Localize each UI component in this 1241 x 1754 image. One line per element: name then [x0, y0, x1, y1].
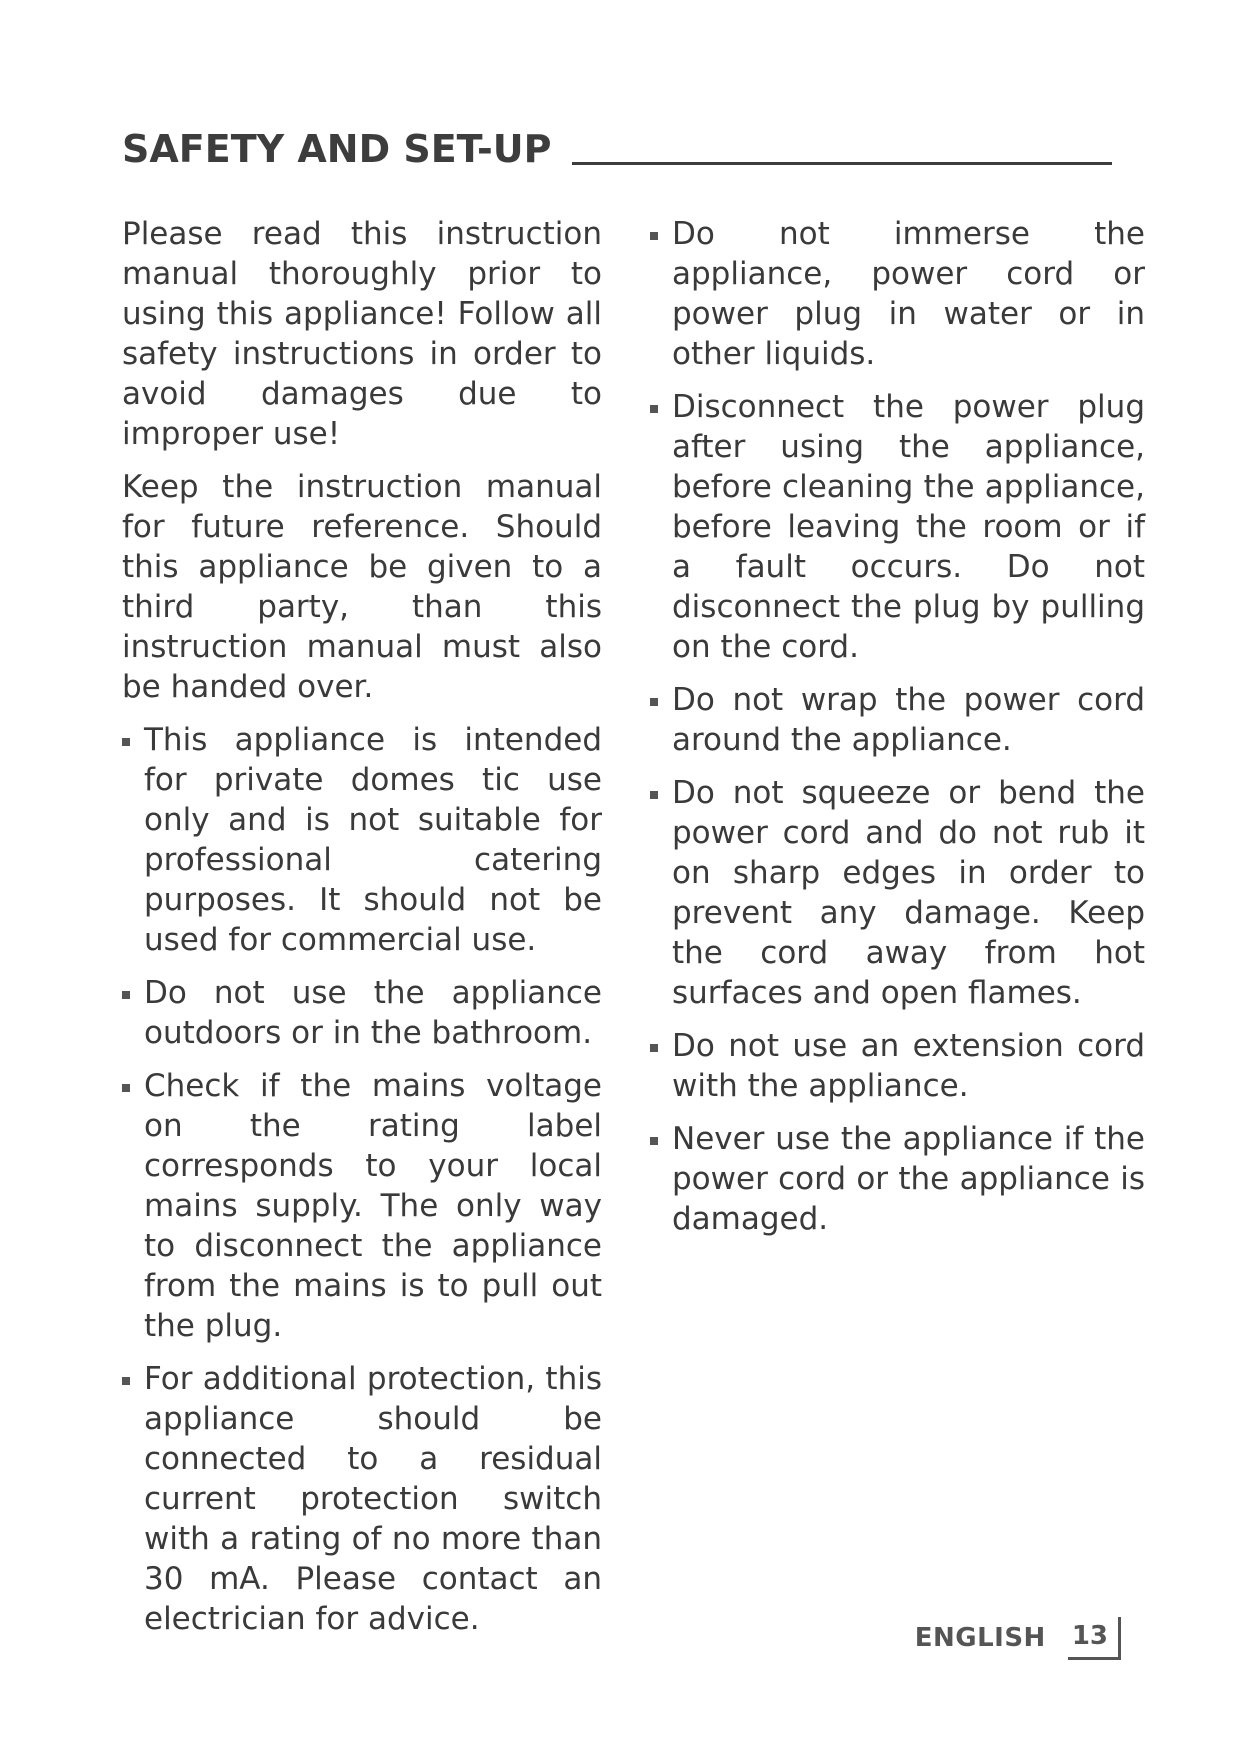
list-item	[122, 1359, 602, 1639]
bullet-square-icon	[122, 1377, 130, 1385]
list-item	[650, 1119, 1145, 1239]
page-footer	[915, 1615, 1121, 1661]
manual-keep-paragraph: Keep the instruction manual for future reference. Should this appliance be given to a third party, than this instruction manual must also be handed over.	[122, 469, 602, 705]
title-rule	[572, 162, 1113, 165]
list-item-text: For additional protection, this appliance should be connected to a residual current protection switch with a rating of no more than 30 mA. Please contact an electrician for advice.	[144, 1361, 602, 1637]
list-item-text: Do not use the appliance outdoors or in the bathroom.	[144, 975, 602, 1051]
list-item	[650, 773, 1145, 1013]
list-item	[650, 214, 1145, 374]
bullet-square-icon	[122, 738, 130, 746]
list-item-text: Disconnect the power plug after using the appliance, before cleaning the appliance, before leaving the room or if a fault occurs. Do not disconnect the plug by pulling on the cord.	[672, 389, 1145, 665]
list-item-text: Do not immerse the appliance, power cord or power plug in water or in other liquids.	[672, 216, 1145, 372]
page-title: SAFETY AND SET-UP	[122, 127, 552, 171]
bullet-square-icon	[650, 1044, 658, 1052]
left-column	[122, 214, 602, 1652]
list-item	[122, 1066, 602, 1346]
list-item	[650, 387, 1145, 667]
page-number: 13	[1068, 1617, 1121, 1660]
bullet-square-icon	[122, 1084, 130, 1092]
list-item-text: Do not squeeze or bend the power cord and do not rub it on sharp edges in order to prevent any damage. Keep the cord away from hot surfaces and open flames.	[672, 775, 1145, 1011]
bullet-square-icon	[122, 991, 130, 999]
list-item	[122, 720, 602, 960]
footer-language: ENGLISH	[914, 1623, 1046, 1653]
list-item	[650, 1026, 1145, 1106]
bullet-square-icon	[650, 405, 658, 413]
list-item-text: Never use the appliance if the power cord or the appliance is damaged.	[672, 1121, 1145, 1237]
bullet-square-icon	[650, 698, 658, 706]
right-column	[650, 214, 1145, 1252]
bullet-square-icon	[650, 232, 658, 240]
list-item-text: Do not wrap the power cord around the appliance.	[672, 682, 1145, 758]
list-item-text: Do not use an extension cord with the appliance.	[672, 1028, 1145, 1104]
intro-paragraph: Please read this instruction manual thoroughly prior to using this appliance! Follow all safety instructions in order to avoid damages due to improper use!	[122, 216, 602, 452]
bullet-square-icon	[650, 791, 658, 799]
section-header	[122, 118, 1112, 171]
list-item	[122, 973, 602, 1053]
list-item-text: Check if the mains voltage on the rating label corresponds to your local mains supply. The only way to disconnect the appliance from the mains is to pull out the plug.	[144, 1068, 602, 1344]
bullet-square-icon	[650, 1137, 658, 1145]
list-item-text: This appliance is intended for private domes tic use only and is not suitable for professional catering purposes. It should not be used for commercial use.	[144, 722, 602, 958]
list-item	[650, 680, 1145, 760]
